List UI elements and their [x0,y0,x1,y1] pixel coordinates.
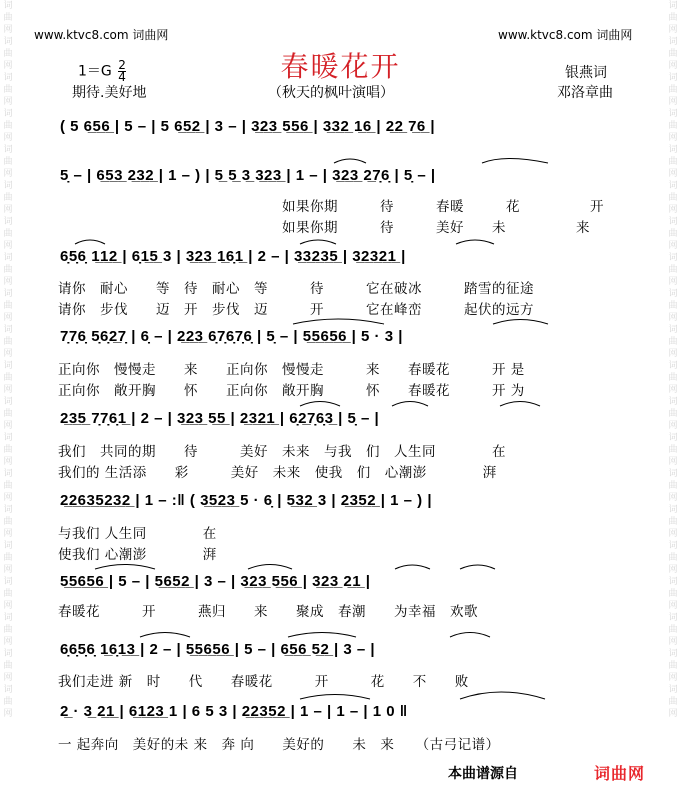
score-system-2-notes: 5̣ – | 6̲5̲3̲ 2̲3̲2̲ | 1 – ) | 5̲ 5̲ 3̲ 3̲2̲3̲ | 1 – | 3̲2̲3̲ 2̲7̣6̣ | 5̣ – | [60,167,436,184]
score-system-6-lyric-verse-1: 与我们 人生同 在 [58,526,217,542]
score-system-5-notes: 2̲3̲5̲ 7̣7̣6̣1̲ | 2 – | 3̲2̲3̲ 5̲5̲ | 2̲3̲2̲1̲ | 6̣2̲7̣6̣3̲ | 5̣ – | [60,410,380,427]
watermark-url-left: www.ktvc8.com 词曲网 [34,28,169,42]
slur-mark [293,319,384,324]
slur-mark [460,565,495,569]
slur-mark [493,320,548,325]
slur-mark [334,159,366,163]
time-signature-bottom: 4 [118,70,126,84]
slur-mark [395,565,430,569]
score-system-1-notes: ( 5 6̲5̲6̲ | 5 – | 5 6̲5̲2̲ | 3 – | 3̲2̲3̲ 5̲5̲6̲ | 3̲3̲2̲ 1̲6̲ | 2̲2̲ 7̲6̲ | [60,118,436,135]
side-watermark-left: 词曲网词曲网词曲网词曲网词曲网词曲网词曲网词曲网词曲网词曲网词曲网词曲网词曲网词曲网词曲网词曲网词曲网词曲网词曲网词曲网 [3,1,13,719]
key-signature [78,60,126,83]
score-system-2-lyric-verse-1: 如果你期 待 春暖 花 开 [282,199,604,215]
score-system-8-notes: 6̣6̣5̣6̣ 1̲6̣1̲3̲ | 2 – | 5̲5̲6̲5̲6̲ | 5 – | 6̲5̲6̲ 5̲2̲ | 3 – | [60,641,376,658]
score-system-4-lyric-verse-2: 正向你 敞开胸 怀 正向你 敞开胸 怀 春暖花 开 为 [58,383,525,399]
score-system-5-lyric-verse-2: 我们的 生活添 彩 美好 未来 使我 们 心潮澎 湃 [58,465,497,481]
expression-mark: 期待.美好地 [72,85,147,101]
song-title: 春暖花开 [280,50,401,83]
slur-mark [392,402,428,407]
score-system-3-lyric-verse-2: 请你 步伐 迈 开 步伐 迈 开 它在峰峦 起伏的远方 [58,302,534,318]
slur-mark [300,695,370,700]
slur-mark [500,402,540,407]
slur-mark [140,633,190,638]
score-system-9-lyric: 一 起奔向 美好的未 来 奔 向 美好的 未 来 （古弓记谱） [58,737,500,753]
source-note: 本曲谱源自 [448,766,518,782]
score-system-5-lyric-verse-1: 我们 共同的期 待 美好 未来 与我 们 人生同 在 [58,444,506,460]
side-watermark-right: 词曲网词曲网词曲网词曲网词曲网词曲网词曲网词曲网词曲网词曲网词曲网词曲网词曲网词曲网词曲网词曲网词曲网词曲网词曲网词曲网 [668,1,678,719]
key-label: 1＝G [78,63,112,80]
composer-credit: 邓洛章曲 [557,85,613,101]
slur-mark [482,159,548,164]
score-system-3-lyric-verse-1: 请你 耐心 等 待 耐心 等 待 它在破冰 踏雪的征途 [58,281,534,297]
score-system-3-notes: 6̣5̣6̣ 1̲1̲2̲ | 6̣1̲5̲ 3 | 3̲2̲3̲ 1̲6̣1̲ | 2 – | 3̲3̲2̲3̲5̲ | 3̲2̲3̲2̲1̲ | [60,248,406,265]
slur-mark [300,402,340,407]
watermark-url-right: www.ktvc8.com 词曲网 [498,28,633,42]
site-logo: 词曲网 [594,764,646,783]
score-system-4-notes: 7̣7̣6̣ 5̣6̣2̲7̣ | 6̣ – | 2̲2̲3̲ 6̣7̣6̣7̣6̣ | 5̣ – | 5̲5̲6̲5̲6̲ | 5 · 3 | [60,328,403,345]
score-system-9-notes: 2̲ · 3̲ 2̲1̲ | 6̲1̲2̲3̲ 1 | 6 5 3 | 2̲2̲3̲5̲2̲ | 1 – | 1 – | 1 0 ‖ [60,703,408,720]
score-system-7-notes: 5̲5̲6̲5̲6̲ | 5 – | 5̲6̲5̲2̲ | 3 – | 3̲2̲3̲ 5̲5̲6̲ | 3̲2̲3̲ 2̲1̲ | [60,573,371,590]
slur-mark [456,240,494,244]
slur-mark [75,240,105,244]
time-signature [118,60,126,83]
score-system-6-notes: 2̲2̲6̲3̲5̲2̲3̲2̲ | 1 – :‖ ( 3̲5̲2̲3̲ 5 · 6̣ | 5̲3̲2̲ 3 | 2̲3̲5̲2̲ | 1 – ) | [60,492,433,509]
slur-mark [450,633,490,638]
score-system-6-lyric-verse-2: 使我们 心潮澎 湃 [58,547,217,563]
score-system-7-lyric: 春暖花 开 燕归 来 聚成 春潮 为幸福 欢歌 [58,604,478,620]
lyricist-credit: 银燕词 [565,65,607,81]
slur-mark [460,692,545,699]
time-signature-top: 2 [118,58,126,72]
score-system-4-lyric-verse-1: 正向你 慢慢走 来 正向你 慢慢走 来 春暖花 开 是 [58,362,525,378]
slur-mark [288,633,356,638]
slur-mark [95,565,155,570]
score-system-2-lyric-verse-2: 如果你期 待 美好 未 来 [282,220,590,236]
score-system-8-lyric: 我们走进 新 时 代 春暖花 开 花 不 败 [58,674,469,690]
slur-mark [248,565,292,570]
performer-subtitle: （秋天的枫叶演唱） [268,85,394,101]
slur-mark [300,240,336,244]
